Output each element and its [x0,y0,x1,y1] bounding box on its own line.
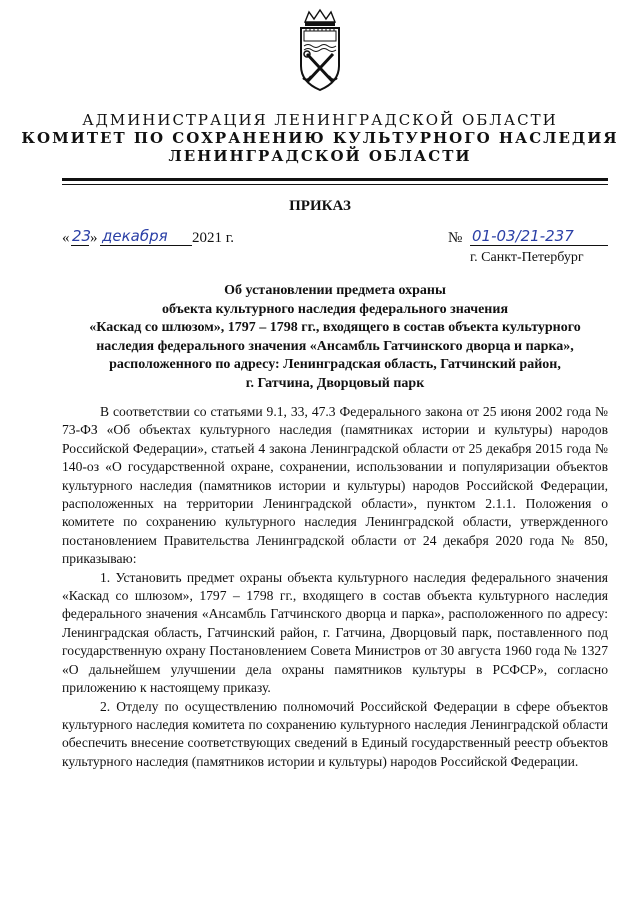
header-divider-thin [62,184,608,185]
order-item-1: 1. Установить предмет охраны объекта культурного наследия федерального значения «Каскад со шлюзом», 1797 – 1798 гг., входящего в состав объекта культурного наследия федерального значения «Ансамбль Гатчинского дворца и парка», расположенного по адресу: Ленинградская область, Гатчинский район, г. Гатчина, Дворцовый парк, поставленного под государственную охрану Постановлением Совета Министров от 30 августа 1960 года № 1327 «О дальнейшем улучшении дела охраны памятников культуры в РСФСР», согласно приложению к настоящему приказу. [62,569,608,696]
date-month: декабря [102,227,168,245]
organization-name: АДМИНИСТРАЦИЯ ЛЕНИНГРАДСКОЙ ОБЛАСТИ [82,111,558,129]
order-subject [62,282,608,394]
subject-line: объекта культурного наследия федерального значения [161,301,509,317]
order-item-2: 2. Отделу по осуществлению полномочий Российской Федерации в сфере объектов культурного наследия комитета по сохранению культурного наследия Ленинградской области обеспечить внесение соответствующих сведений в Единый государственный реестр объектов культурного наследия (памятников истории и культуры) народов Российской Федерации. [62,698,608,769]
coat-of-arms-icon [295,8,345,106]
preamble-paragraph: В соответствии со статьями 9.1, 33, 47.3 Федерального закона от 25 июня 2002 года № 73-ФЗ «Об объектах культурного наследия (памятниках истории и культуры) народов Российской Федерации», статьей 4 закона Ленинградской области от 25 декабря 2015 года № 140-оз «О государственной охране, сохранении, использовании и популяризации объектов культурного наследия (памятников истории и культуры) народов Российской Федерации, расположенных на территории Ленинградской области», пунктом 2.1.1. Положения о комитете по сохранению культурного наследия Ленинградской области, утвержденного постановлением Правительства Ленинградской области от 24 декабря 2020 года № 850, приказываю: [62,404,608,567]
subject-line: г. Гатчина, Дворцовый парк [245,375,425,391]
order-body [62,403,608,771]
date-open-quote: « [62,230,70,246]
order-date [62,228,292,250]
document-type: ПРИКАЗ [289,198,351,214]
date-year: 2021 г. [192,230,234,246]
number-underline [470,245,608,246]
date-month-underline [100,245,192,246]
number-sign: № [448,230,463,246]
date-close-quote: » [90,230,98,246]
date-day: 23 [72,227,92,245]
subject-line: расположенного по адресу: Ленинградская область, Гатчинский район, [109,357,561,373]
city: г. Санкт-Петербург [470,250,584,265]
order-number [448,226,608,250]
subject-line: наследия федерального значения «Ансамбль Гатчинского дворца и парка», [96,338,574,354]
subject-line: «Каскад со шлюзом», 1797 – 1798 гг., входящего в состав объекта культурного [89,320,581,336]
header-divider-thick [62,178,608,181]
committee-name: КОМИТЕТ ПО СОХРАНЕНИЮ КУЛЬТУРНОГО НАСЛЕДИЯ [21,129,619,147]
date-day-underline [71,245,89,246]
committee-region: ЛЕНИНГРАДСКОЙ ОБЛАСТИ [168,147,472,165]
number-value: 01-03/21-237 [472,227,574,245]
subject-line: Об установлении предмета охраны [224,283,446,298]
